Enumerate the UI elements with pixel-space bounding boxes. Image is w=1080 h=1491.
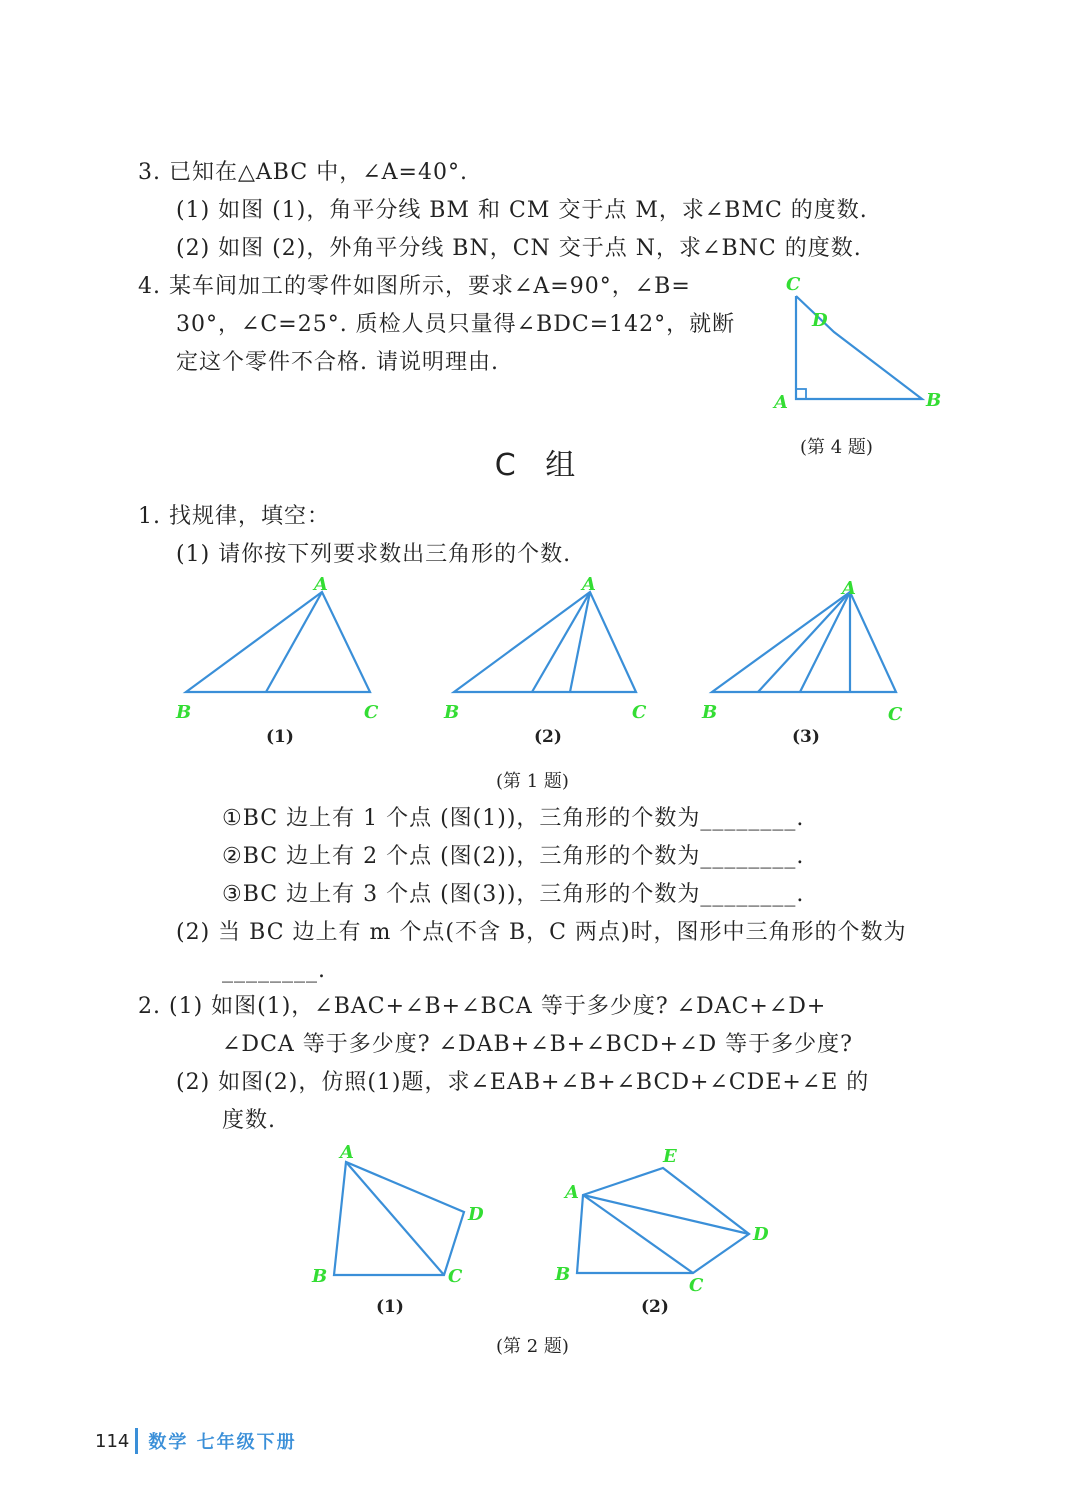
c2-line-1: 2. (1) 如图(1)，∠BAC+∠B+∠BCA 等于多少度? ∠DAC+∠D+ [138, 994, 827, 1019]
diagonal-AC [583, 1195, 693, 1273]
label-B: B [555, 1264, 571, 1285]
c2-line-4: 度数. [222, 1108, 276, 1133]
c2-line-3: (2) 如图(2)，仿照(1)题，求∠EAB+∠B+∠BCD+∠CDE+∠E 的 [176, 1070, 870, 1095]
c1-item-3: ③BC 边上有 3 个点 (图(3))，三角形的个数为________. [222, 882, 805, 907]
problem-3-stem: 3. 已知在△ABC 中，∠A=40°. [138, 160, 468, 185]
label-C: C [888, 704, 903, 725]
problem-4-line-2: 30°，∠C=25°. 质检人员只量得∠BDC=142°，就断 [176, 312, 736, 337]
triangle-outline [186, 592, 370, 692]
diagonal-AC [346, 1162, 444, 1275]
label-B: B [926, 390, 942, 411]
right-angle-marker [796, 389, 806, 399]
c1-figure-3 [700, 572, 930, 752]
c2-caption: (第 2 题) [496, 1336, 569, 1357]
label-B: B [176, 702, 192, 723]
subfigure-label: (3) [792, 727, 820, 747]
c2-figure-2 [545, 1140, 785, 1330]
subfigure-label: (1) [266, 727, 294, 747]
c1-intro: 1. 找规律，填空： [138, 504, 330, 529]
section-title-c: C 组 [494, 448, 586, 483]
footer-divider [135, 1428, 138, 1454]
problem-4-line-1: 4. 某车间加工的零件如图所示，要求∠A=90°，∠B= [138, 274, 691, 299]
label-D: D [468, 1204, 484, 1225]
label-C: C [632, 702, 647, 723]
quadrilateral-outline [334, 1162, 464, 1275]
cevian [758, 592, 850, 692]
label-D: D [812, 310, 828, 331]
page-number: 114 [95, 1430, 130, 1452]
label-D: D [753, 1224, 769, 1245]
c1-item-1: ①BC 边上有 1 个点 (图(1))，三角形的个数为________. [222, 806, 805, 831]
c1-caption: (第 1 题) [496, 771, 569, 792]
label-C: C [786, 274, 801, 295]
subfigure-label: (1) [376, 1297, 404, 1317]
label-A: A [842, 578, 856, 599]
c1-item-2: ②BC 边上有 2 个点 (图(2))，三角形的个数为________. [222, 844, 805, 869]
c1-figure-2 [440, 572, 670, 752]
cevian [266, 592, 322, 692]
label-C: C [689, 1275, 704, 1296]
problem-4-line-3: 定这个零件不合格. 请说明理由. [176, 350, 499, 375]
label-A: A [582, 574, 596, 595]
problem-4-caption: (第 4 题) [800, 437, 873, 458]
c2-line-2: ∠DCA 等于多少度? ∠DAB+∠B+∠BCD+∠D 等于多少度? [222, 1032, 853, 1057]
c1-part-2: (2) 当 BC 边上有 m 个点(不含 B，C 两点)时，图形中三角形的个数为 [176, 920, 907, 945]
book-title: 数学 七年级下册 [148, 1432, 297, 1453]
cevian [800, 592, 850, 692]
label-A: A [340, 1142, 354, 1163]
label-A: A [314, 574, 328, 595]
c1-part-1: (1) 请你按下列要求数出三角形的个数. [176, 542, 572, 567]
label-B: B [702, 702, 718, 723]
subfigure-label: (2) [534, 727, 562, 747]
triangle-outline [454, 592, 636, 692]
c2-figure-1 [300, 1140, 500, 1330]
label-B: B [444, 702, 460, 723]
cevian [570, 592, 590, 692]
cevian [532, 592, 590, 692]
subfigure-label: (2) [641, 1297, 669, 1317]
problem-3-part-1: (1) 如图 (1)，角平分线 BM 和 CM 交于点 M，求∠BMC 的度数. [176, 198, 868, 223]
problem-3-part-2: (2) 如图 (2)，外角平分线 BN，CN 交于点 N，求∠BNC 的度数. [176, 236, 862, 261]
label-E: E [663, 1146, 677, 1167]
c1-figure-1 [170, 572, 400, 752]
pentagon-outline [577, 1168, 749, 1273]
label-A: A [565, 1182, 579, 1203]
label-A: A [774, 392, 788, 413]
c1-part-2-blank: ________. [222, 958, 326, 983]
label-B: B [312, 1266, 328, 1287]
label-C: C [448, 1266, 463, 1287]
problem-4-figure [770, 268, 950, 418]
page-footer [95, 1428, 297, 1454]
label-C: C [364, 702, 379, 723]
